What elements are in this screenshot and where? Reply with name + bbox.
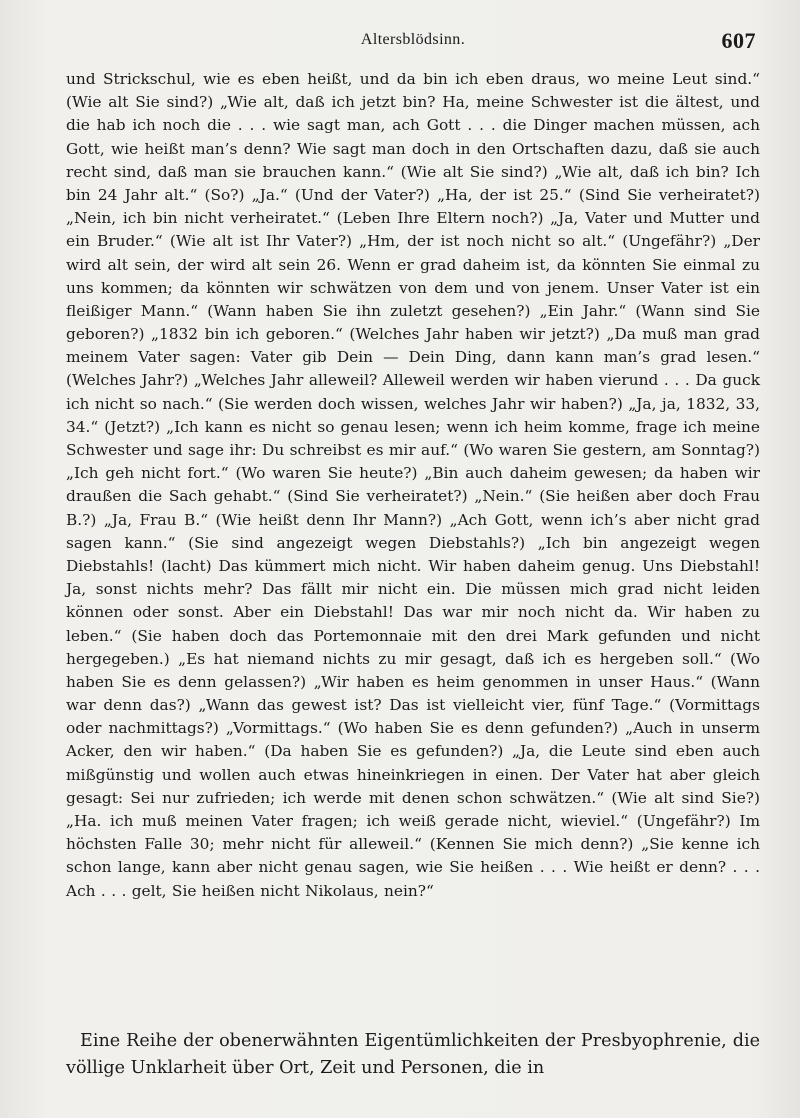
dialogue-paragraph: und Strickschul, wie es eben heißt, und da bin ich eben draus, wo meine Leut sind.“ (Wie alt Sie sind?) „Wie alt, daß ich jetzt bin? Ha, meine Schwester ist die ältest, und die hab ich noch die . . . wie sagt man, ach Gott . . . die Dinger machen müssen, ach Gott, wie heißt man’s denn? Wie sagt man doch in den Ortschaften dazu, daß sie auch recht sind, daß man sie brauchen kann.“ (Wie alt Sie sind?) „Wie alt, daß ich bin? Ich bin 24 Jahr alt.“ (So?) „Ja.“ (Und der Vater?) „Ha, der ist 25.“ (Sind Sie verheiratet?) „Nein, ich bin nicht verheiratet.“ (Leben Ihre Eltern noch?) „Ja, Vater und Mutter und ein Bruder.“ (Wie alt ist Ihr Vater?) „Hm, der ist noch nicht so alt.“ (Ungefähr?) „Der wird alt sein, der wird alt sein 26. Wenn er grad daheim ist, da könnten Sie einmal zu uns kommen; da könnten wir schwätzen von dem und von jenem. Unser Vater ist ein fleißiger Mann.“ (Wann haben Sie ihn zuletzt gesehen?) „Ein Jahr.“ (Wann sind Sie geboren?) „1832 bin ich geboren.“ (Welches Jahr haben wir jetzt?) „Da muß man grad meinem Vater sagen: Vater gib Dein — Dein Ding, dann kann man’s grad lesen.“ (Welches Jahr?) „Welches Jahr alleweil? Alleweil werden wir haben vierund . . . Da guck ich nicht so nach.“ (Sie werden doch wissen, welches Jahr wir haben?) „Ja, ja, 1832, 33, 34.“ (Jetzt?) „Ich kann es nicht so genau lesen; wenn ich heim komme, frage ich meine Schwester und sage ihr: Du schreibst es mir auf.“ (Wo waren Sie gestern, am Sonntag?) „Ich geh nicht fort.“ (Wo waren Sie heute?) „Bin auch daheim gewesen; da haben wir draußen die Sach gehabt.“ (Sind Sie verheiratet?) „Nein.“ (Sie heißen aber doch Frau B.?) „Ja, Frau B.“ (Wie heißt denn Ihr Mann?) „Ach Gott, wenn ich’s aber nicht grad sagen kann.“ (Sie sind angezeigt wegen Diebstahls?) „Ich bin angezeigt wegen Diebstahls! (lacht) Das kümmert mich nicht. Wir haben daheim genug. Uns Diebstahl! Ja, sonst nichts mehr? Das fällt mir nicht ein. Die müssen mich grad nicht leiden können oder sonst. Aber ein Diebstahl! Das war mir noch nicht da. Wir haben zu leben.“ (Sie haben doch das Portemonnaie mit den drei Mark gefunden und nicht hergegeben.) „Es hat niemand nichts zu mir gesagt, daß ich es hergeben soll.“ (Wo haben Sie es denn gelassen?) „Wir haben es heim genommen in unser Haus.“ (Wann war denn das?) „Wann das gewest ist? Das ist vielleicht vier, fünf Tage.“ (Vormittags oder nachmittags?) „Vormittags.“ (Wo haben Sie es denn gefunden?) „Auch in unserm Acker, den wir haben.“ (Da haben Sie es gefunden?) „Ja, die Leute sind eben auch mißgünstig und wollen auch etwas hineinkriegen in einen. Der Vater hat aber gleich gesagt: Sei nur zufrieden; ich werde mit denen schon schwätzen.“ (Wie alt sind Sie?) „Ha. ich muß meinen Vater fragen; ich weiß gerade nicht, wieviel.“ (Ungefähr?) Im höchsten Falle 30; mehr nicht für alleweil.“ (Kennen Sie mich denn?) „Sie kenne ich schon lange, kann aber nicht genau sagen, wie Sie heißen . . . Wie heißt er denn? . . . Ach . . . gelt, Sie heißen nicht Nikolaus, nein?“ bbox=[66, 70, 760, 900]
page-header bbox=[66, 28, 760, 58]
running-title: Altersblödsinn. bbox=[360, 31, 466, 48]
lead-paragraph: Eine Reihe der obenerwähnten Eigentümlichkeiten der Presbyophrenie, die völlige Unklarheit über Ort, Zeit und Personen, die in bbox=[66, 1031, 760, 1078]
page-number: 607 bbox=[721, 28, 756, 53]
